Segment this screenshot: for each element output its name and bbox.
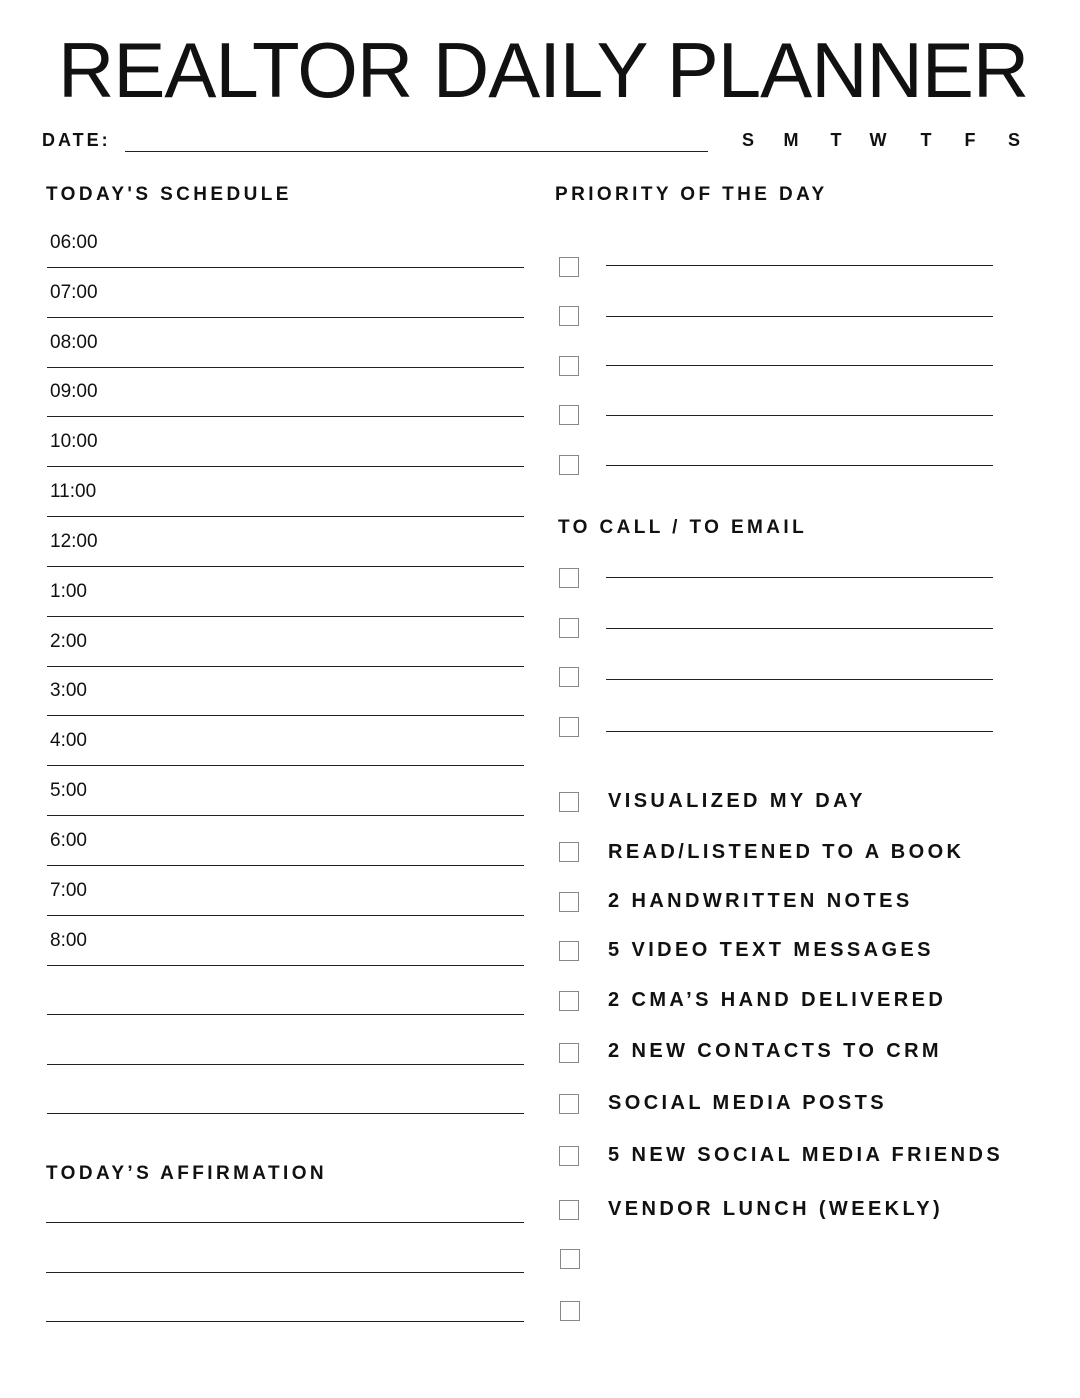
to-call-checkbox[interactable] xyxy=(559,618,579,638)
habit-checkbox[interactable] xyxy=(559,1094,579,1114)
affirmation-heading: TODAY’S AFFIRMATION xyxy=(46,1163,327,1184)
schedule-row[interactable] xyxy=(47,417,524,467)
habit-checkbox[interactable] xyxy=(559,1146,579,1166)
habit-label: 2 HANDWRITTEN NOTES xyxy=(608,890,913,912)
schedule-row[interactable] xyxy=(47,367,524,417)
schedule-time: 08:00 xyxy=(50,332,98,353)
schedule-row[interactable] xyxy=(47,218,524,268)
schedule-row[interactable] xyxy=(47,1064,524,1114)
habit-checkbox[interactable] xyxy=(559,991,579,1011)
schedule-row[interactable] xyxy=(47,965,524,1015)
habit-checkbox[interactable] xyxy=(560,1249,580,1269)
habit-label: VISUALIZED MY DAY xyxy=(608,790,866,812)
day-monday[interactable]: M xyxy=(783,130,799,150)
schedule-row[interactable] xyxy=(47,517,524,567)
habit-checkbox[interactable] xyxy=(559,1200,579,1220)
schedule-time: 11:00 xyxy=(50,481,97,502)
to-call-line[interactable] xyxy=(606,577,993,578)
day-saturday[interactable]: S xyxy=(1007,130,1020,150)
day-friday[interactable]: F xyxy=(964,130,976,150)
priority-line[interactable] xyxy=(606,316,993,317)
habit-label: 2 CMA’S HAND DELIVERED xyxy=(608,989,947,1011)
to-call-checkbox[interactable] xyxy=(559,568,579,588)
day-sunday[interactable]: S xyxy=(741,130,754,150)
schedule-row[interactable] xyxy=(47,716,524,766)
priority-line[interactable] xyxy=(606,365,993,366)
priority-checkbox[interactable] xyxy=(559,257,579,277)
schedule-row[interactable] xyxy=(47,467,524,517)
habit-label: VENDOR LUNCH (WEEKLY) xyxy=(608,1198,944,1220)
schedule-row[interactable] xyxy=(47,816,524,866)
schedule-time: 2:00 xyxy=(50,631,87,652)
affirmation-line[interactable] xyxy=(46,1321,524,1322)
to-call-line[interactable] xyxy=(606,731,993,732)
schedule-heading: TODAY'S SCHEDULE xyxy=(46,184,292,205)
schedule-time: 7:00 xyxy=(50,880,87,901)
page-title: REALTOR DAILY PLANNER xyxy=(58,26,1029,114)
schedule-time: 1:00 xyxy=(50,581,87,602)
affirmation-line[interactable] xyxy=(46,1272,524,1273)
schedule-row[interactable] xyxy=(47,766,524,816)
day-thursday[interactable]: T xyxy=(920,130,932,150)
schedule-time: 5:00 xyxy=(50,780,87,801)
schedule-time: 12:00 xyxy=(50,531,98,552)
habit-checkbox[interactable] xyxy=(559,892,579,912)
priority-checkbox[interactable] xyxy=(559,455,579,475)
day-wednesday[interactable]: W xyxy=(869,130,887,150)
day-tuesday[interactable]: T xyxy=(830,130,842,150)
priority-line[interactable] xyxy=(606,265,993,266)
habit-checkbox[interactable] xyxy=(559,792,579,812)
schedule-row[interactable] xyxy=(47,617,524,667)
to-call-line[interactable] xyxy=(606,679,993,680)
to-call-checkbox[interactable] xyxy=(559,667,579,687)
habit-label: READ/LISTENED TO A BOOK xyxy=(608,841,965,863)
schedule-time: 4:00 xyxy=(50,730,87,751)
schedule-time: 06:00 xyxy=(50,232,98,253)
to-call-checkbox[interactable] xyxy=(559,717,579,737)
schedule-row[interactable] xyxy=(47,567,524,617)
schedule-row[interactable] xyxy=(47,268,524,318)
habit-label: 2 NEW CONTACTS TO CRM xyxy=(608,1040,942,1062)
habit-label: SOCIAL MEDIA POSTS xyxy=(608,1092,888,1114)
schedule-row[interactable] xyxy=(47,866,524,916)
priority-checkbox[interactable] xyxy=(559,405,579,425)
schedule-time: 6:00 xyxy=(50,830,87,851)
schedule-row[interactable] xyxy=(47,666,524,716)
priority-line[interactable] xyxy=(606,465,993,466)
habit-checkbox[interactable] xyxy=(560,1301,580,1321)
priority-checkbox[interactable] xyxy=(559,306,579,326)
habit-checkbox[interactable] xyxy=(559,941,579,961)
priority-checkbox[interactable] xyxy=(559,356,579,376)
schedule-time: 3:00 xyxy=(50,680,87,701)
date-label: DATE: xyxy=(42,130,111,150)
schedule-time: 09:00 xyxy=(50,381,98,402)
schedule-row[interactable] xyxy=(47,916,524,966)
to-call-heading: TO CALL / TO EMAIL xyxy=(558,517,808,538)
priority-line[interactable] xyxy=(606,415,993,416)
schedule-time: 10:00 xyxy=(50,431,98,452)
habit-checkbox[interactable] xyxy=(559,1043,579,1063)
schedule-rule xyxy=(47,1113,524,1114)
schedule-time: 8:00 xyxy=(50,930,87,951)
schedule-row[interactable] xyxy=(47,1015,524,1065)
habit-label: 5 VIDEO TEXT MESSAGES xyxy=(608,939,934,961)
date-input-line[interactable] xyxy=(125,151,708,152)
to-call-line[interactable] xyxy=(606,628,993,629)
affirmation-line[interactable] xyxy=(46,1222,524,1223)
priority-heading: PRIORITY OF THE DAY xyxy=(555,184,828,205)
schedule-time: 07:00 xyxy=(50,282,98,303)
habit-label: 5 NEW SOCIAL MEDIA FRIENDS xyxy=(608,1144,1004,1166)
schedule-row[interactable] xyxy=(47,318,524,368)
habit-checkbox[interactable] xyxy=(559,842,579,862)
